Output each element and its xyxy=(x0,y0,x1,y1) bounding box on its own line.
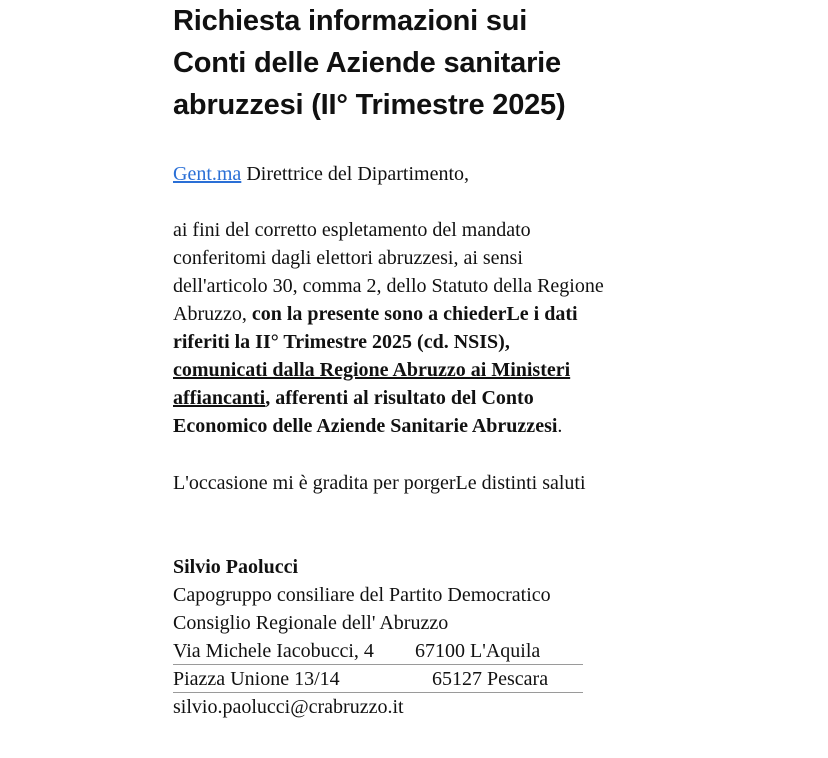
paragraph-line: conferitomi dagli elettori abruzzesi, ai sensi xyxy=(173,247,523,269)
letter-page xyxy=(173,0,673,718)
address-street: Piazza Unione 13/14 xyxy=(173,668,340,690)
paragraph-line xyxy=(173,384,663,412)
closing-line: L'occasione mi è gradita per porgerLe distinti saluti xyxy=(173,472,586,494)
paragraph-text: Abruzzo, xyxy=(173,303,252,325)
title-line-3: abruzzesi (II° Trimestre 2025) xyxy=(173,89,566,121)
title-line-2: Conti delle Aziende sanitarie xyxy=(173,47,561,79)
address-street: Via Michele Iacobucci, 4 xyxy=(173,640,374,662)
salutation xyxy=(173,160,469,188)
signer-council: Consiglio Regionale dell' Abruzzo xyxy=(173,612,449,634)
address-row-laquila xyxy=(173,637,583,665)
paragraph-text: . xyxy=(557,415,563,437)
title-line-1: Richiesta informazioni sui xyxy=(173,5,528,37)
address-row-pescara xyxy=(173,665,583,693)
signature-block xyxy=(173,553,653,721)
paragraph-line: ai fini del corretto espletamento del mandato xyxy=(173,219,531,241)
page-title xyxy=(173,0,673,126)
paragraph-underlined-text: affiancanti xyxy=(173,387,266,409)
paragraph-line xyxy=(173,412,663,440)
request-paragraph xyxy=(173,216,663,440)
paragraph-underlined-text: comunicati dalla Regione Abruzzo ai Ministeri xyxy=(173,359,571,381)
paragraph-bold-text: , afferenti al risultato del Conto xyxy=(265,387,534,409)
paragraph-bold-text: con la presente sono a chiederLe i dati xyxy=(251,303,578,325)
paragraph-line xyxy=(173,300,663,328)
signer-email: silvio.paolucci@crabruzzo.it xyxy=(173,696,404,718)
salutation-link[interactable]: Gent.ma xyxy=(173,163,242,185)
address-city: 65127 Pescara xyxy=(432,668,549,690)
salutation-text: Direttrice del Dipartimento, xyxy=(241,163,470,185)
paragraph-line xyxy=(173,356,663,384)
signer-name: Silvio Paolucci xyxy=(173,556,298,578)
paragraph-line: dell'articolo 30, comma 2, dello Statuto della Regione xyxy=(173,275,604,297)
signer-role: Capogruppo consiliare del Partito Democratico xyxy=(173,584,551,606)
paragraph-bold-line: riferiti la II° Trimestre 2025 (cd. NSIS), xyxy=(173,331,510,353)
paragraph-bold-text: Economico delle Aziende Sanitarie Abruzzesi xyxy=(173,415,558,437)
address-city: 67100 L'Aquila xyxy=(415,640,541,662)
